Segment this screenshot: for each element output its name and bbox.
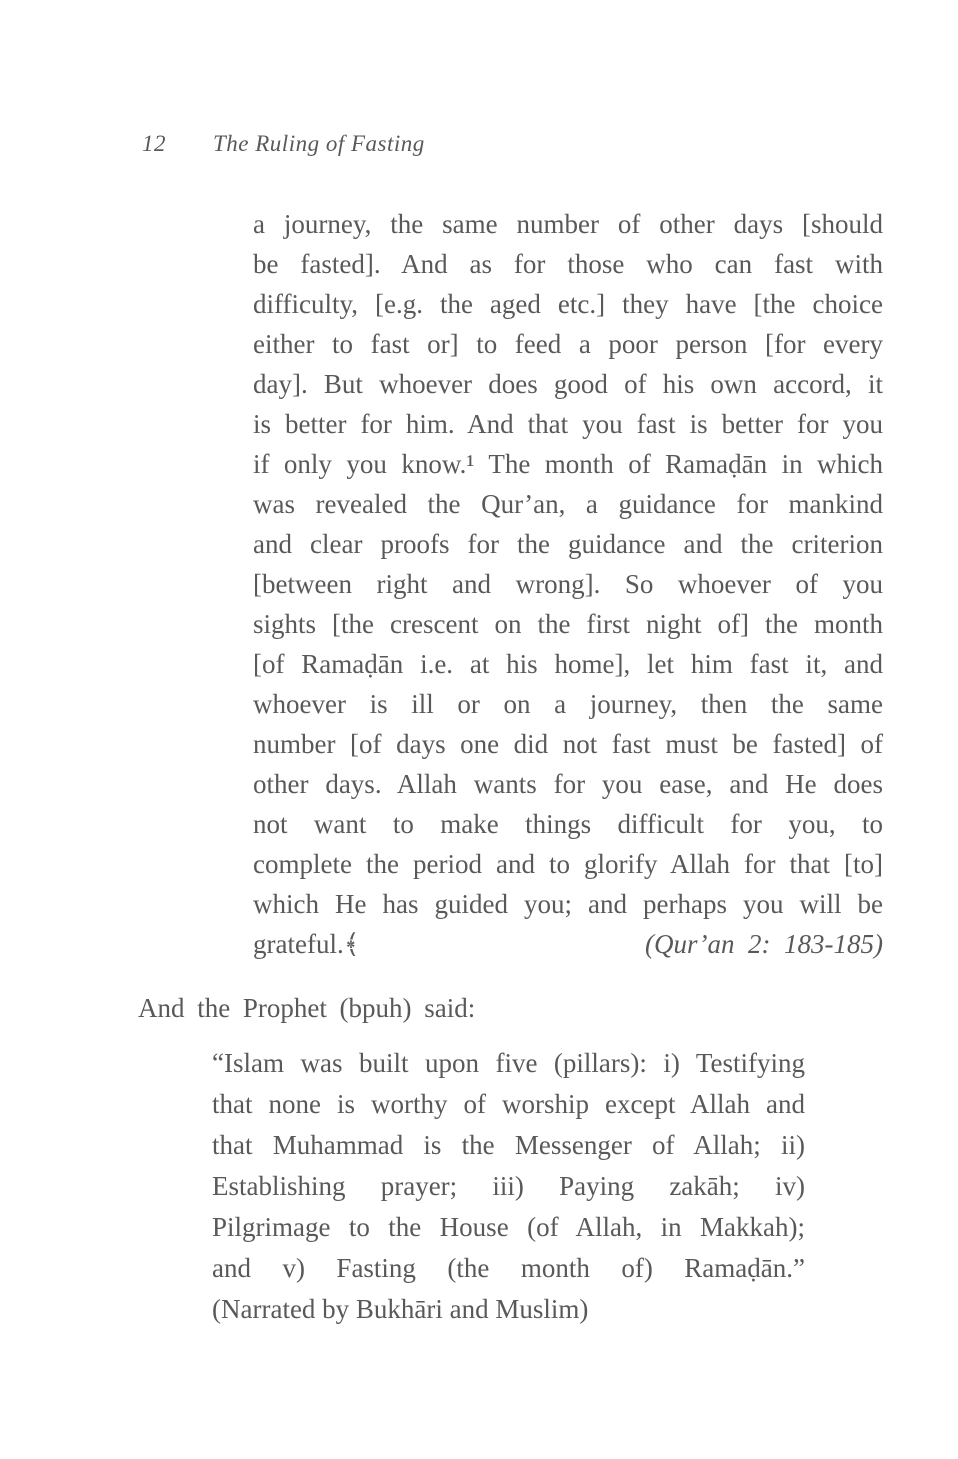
quote-line: be fasted]. And as for those who can fast with [253, 249, 883, 279]
hadith-line: that Muhammad is the Messenger of Allah; ii) [212, 1130, 805, 1160]
quote-closing-text: grateful.﴾ [253, 929, 360, 959]
hadith-line: Establishing prayer; iii) Paying zakāh; iv) [212, 1171, 805, 1201]
quote-line: [between right and wrong]. So whoever of you [253, 569, 883, 599]
quran-quote-block [253, 204, 883, 964]
hadith-narrator-line: (Narrated by Bukhāri and Muslim) [212, 1294, 589, 1324]
hadith-quote-block [212, 1043, 805, 1330]
quote-line: either to fast or] to feed a poor person [for every [253, 329, 883, 359]
quote-line: and clear proofs for the guidance and the criterion [253, 529, 883, 559]
quote-line: whoever is ill or on a journey, then the same [253, 689, 883, 719]
quote-closing-row [253, 924, 883, 964]
quote-line: complete the period and to glorify Allah for that [to] [253, 849, 883, 879]
quote-line: day]. But whoever does good of his own accord, it [253, 369, 883, 399]
quote-line: a journey, the same number of other days [should [253, 209, 883, 239]
quote-line: not want to make things difficult for you, to [253, 809, 883, 839]
hadith-line: Pilgrimage to the House (of Allah, in Makkah); [212, 1212, 805, 1242]
page-number: 12 [142, 131, 166, 156]
quote-line: was revealed the Qur’an, a guidance for mankind [253, 489, 883, 519]
quote-line: sights [the crescent on the first night of] the month [253, 609, 883, 639]
quran-attribution: (Qur’an 2: 183-185) [645, 929, 883, 959]
narration-intro: And the Prophet (bpuh) said: [138, 993, 476, 1023]
hadith-line: “Islam was built upon five (pillars): i) Testifying [212, 1048, 805, 1078]
quote-line: other days. Allah wants for you ease, and He does [253, 769, 883, 799]
hadith-line: that none is worthy of worship except Allah and [212, 1089, 805, 1119]
running-title: The Ruling of Fasting [213, 131, 425, 156]
hadith-line: and v) Fasting (the month of) Ramaḍān.” [212, 1253, 805, 1283]
quote-line: [of Ramaḍān i.e. at his home], let him fast it, and [253, 649, 883, 679]
quote-line: is better for him. And that you fast is better for you [253, 409, 883, 439]
page-header [142, 131, 425, 157]
quote-line: number [of days one did not fast must be fasted] of [253, 729, 883, 759]
quote-line: if only you know.¹ The month of Ramaḍān in which [253, 449, 883, 479]
quote-line: which He has guided you; and perhaps you will be [253, 889, 883, 919]
quote-line: difficulty, [e.g. the aged etc.] they have [the choice [253, 289, 883, 319]
